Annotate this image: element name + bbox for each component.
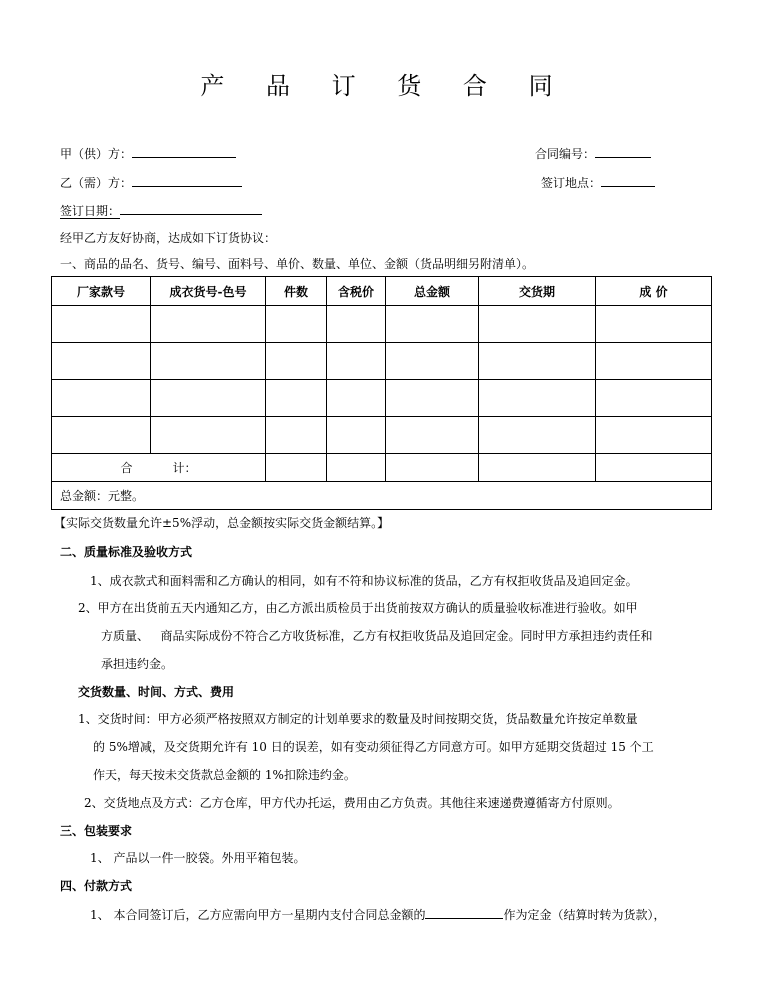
table-row xyxy=(52,306,712,343)
sign-date-blank[interactable] xyxy=(120,201,262,215)
party-a-label: 甲（供）方： xyxy=(60,147,133,161)
table-cell[interactable] xyxy=(52,380,151,417)
table-cell[interactable] xyxy=(52,343,151,380)
section2-heading: 二、质量标准及验收方式 xyxy=(60,545,193,559)
table-cell[interactable] xyxy=(479,380,596,417)
section2-item2-line1: 2、甲方在出货前五天内通知乙方，由乙方派出质检员于出货前按双方确认的质量验收标准进行验收。如甲 xyxy=(78,601,638,615)
table-cell[interactable] xyxy=(327,417,386,454)
table-cell[interactable] xyxy=(479,343,596,380)
sum-row xyxy=(52,454,712,482)
table-cell[interactable] xyxy=(596,417,712,454)
table-cell[interactable] xyxy=(266,306,327,343)
table-cell[interactable] xyxy=(266,380,327,417)
quantity-note: 【实际交货数量允许±5%浮动，总金额按实际交货金额结算。】 xyxy=(54,516,390,530)
sign-date-field xyxy=(60,201,262,219)
intro-text: 经甲乙方友好协商，达成如下订货协议： xyxy=(60,231,277,245)
total-row xyxy=(52,482,712,510)
delivery-item1-line1: 1、交货时间：甲方必须严格按照双方制定的计划单要求的数量及时间按期交货，货品数量允许按定单数量 xyxy=(78,712,638,726)
column-header: 厂家款号 xyxy=(52,277,151,306)
table-cell[interactable] xyxy=(386,306,479,343)
table-cell[interactable] xyxy=(151,306,266,343)
sum-label-cell xyxy=(52,454,266,482)
party-a-field xyxy=(60,144,236,162)
table-cell[interactable] xyxy=(479,454,596,482)
section3-item1: 1、 产品以一件一胶袋。外用平箱包装。 xyxy=(90,851,306,865)
table-header-row xyxy=(52,277,712,306)
table-cell[interactable] xyxy=(596,343,712,380)
contract-no-blank[interactable] xyxy=(595,144,651,158)
party-a-blank[interactable] xyxy=(132,144,236,158)
section2-item2-line2: 方质量、 商品实际成份不符合乙方收货标准，乙方有权拒收货品及追回定金。同时甲方承担违约责任和 xyxy=(101,629,653,643)
column-header: 成 价 xyxy=(596,277,712,306)
section2-item1: 1、成衣款式和面料需和乙方确认的相同，如有不符和协议标准的货品，乙方有权拒收货品及追回定金。 xyxy=(90,574,638,588)
sum-label-2: 计： xyxy=(172,461,197,475)
goods-table xyxy=(51,276,712,510)
sign-place-blank[interactable] xyxy=(601,173,655,187)
sign-date-label: 签订日期： xyxy=(60,204,121,218)
contract-no-field xyxy=(535,144,651,162)
contract-no-label: 合同编号： xyxy=(535,147,596,161)
sum-label-1: 合 xyxy=(120,461,133,475)
table-cell[interactable] xyxy=(327,380,386,417)
column-header: 总金额 xyxy=(386,277,479,306)
section4-item1-part-a: 1、 本合同签订后，乙方应需向甲方一星期内支付合同总金额的 xyxy=(90,908,426,922)
table-cell[interactable] xyxy=(479,417,596,454)
table-cell[interactable] xyxy=(327,343,386,380)
delivery-item1-line3: 作天，每天按未交货款总金额的 1%扣除违约金。 xyxy=(93,768,356,782)
sign-place-label: 签订地点： xyxy=(541,176,602,190)
contract-title: 产 品 订 货 合 同 xyxy=(200,72,570,100)
table-cell[interactable] xyxy=(596,306,712,343)
column-header: 含税价 xyxy=(327,277,386,306)
section4-item1-part-b: 作为定金（结算时转为货款）， xyxy=(503,908,666,922)
table-cell[interactable] xyxy=(52,417,151,454)
party-b-label: 乙（需）方： xyxy=(60,176,133,190)
delivery-item2: 2、交货地点及方式：乙方仓库，甲方代办托运，费用由乙方负责。其他往来速递费遵循寄方付原则。 xyxy=(84,796,620,810)
table-cell[interactable] xyxy=(151,417,266,454)
party-b-field xyxy=(60,173,242,191)
delivery-heading: 交货数量、时间、方式、费用 xyxy=(78,685,235,699)
table-cell[interactable] xyxy=(266,343,327,380)
delivery-item1-line2: 的 5%增减，及交货期允许有 10 日的误差，如有变动须征得乙方同意方可。如甲方延期交货超过 15 个工 xyxy=(93,740,654,754)
section1-text: 一、商品的品名、货号、编号、面料号、单价、数量、单位、金额（货品明细另附清单）。 xyxy=(60,257,535,271)
table-row xyxy=(52,343,712,380)
table-cell[interactable] xyxy=(327,454,386,482)
section2-item2-line3: 承担违约金。 xyxy=(101,657,174,671)
sign-place-field xyxy=(541,173,655,191)
section4-heading: 四、付款方式 xyxy=(60,879,133,893)
table-row xyxy=(52,417,712,454)
section4-item1 xyxy=(90,905,665,923)
column-header: 交货期 xyxy=(479,277,596,306)
deposit-percent-blank[interactable] xyxy=(425,905,503,919)
section3-heading: 三、包装要求 xyxy=(60,824,133,838)
party-b-blank[interactable] xyxy=(132,173,242,187)
table-cell[interactable] xyxy=(479,306,596,343)
table-row xyxy=(52,380,712,417)
table-cell[interactable] xyxy=(266,417,327,454)
table-cell[interactable] xyxy=(151,343,266,380)
table-cell[interactable] xyxy=(52,306,151,343)
column-header: 件数 xyxy=(266,277,327,306)
table-cell[interactable] xyxy=(386,417,479,454)
table-cell[interactable] xyxy=(386,454,479,482)
table-cell[interactable] xyxy=(596,454,712,482)
table-cell[interactable] xyxy=(386,343,479,380)
table-cell[interactable] xyxy=(596,380,712,417)
column-header: 成衣货号-色号 xyxy=(151,277,266,306)
table-cell[interactable] xyxy=(151,380,266,417)
total-amount-cell[interactable]: 总金额：元整。 xyxy=(52,482,712,510)
table-cell[interactable] xyxy=(386,380,479,417)
table-cell[interactable] xyxy=(266,454,327,482)
table-cell[interactable] xyxy=(327,306,386,343)
